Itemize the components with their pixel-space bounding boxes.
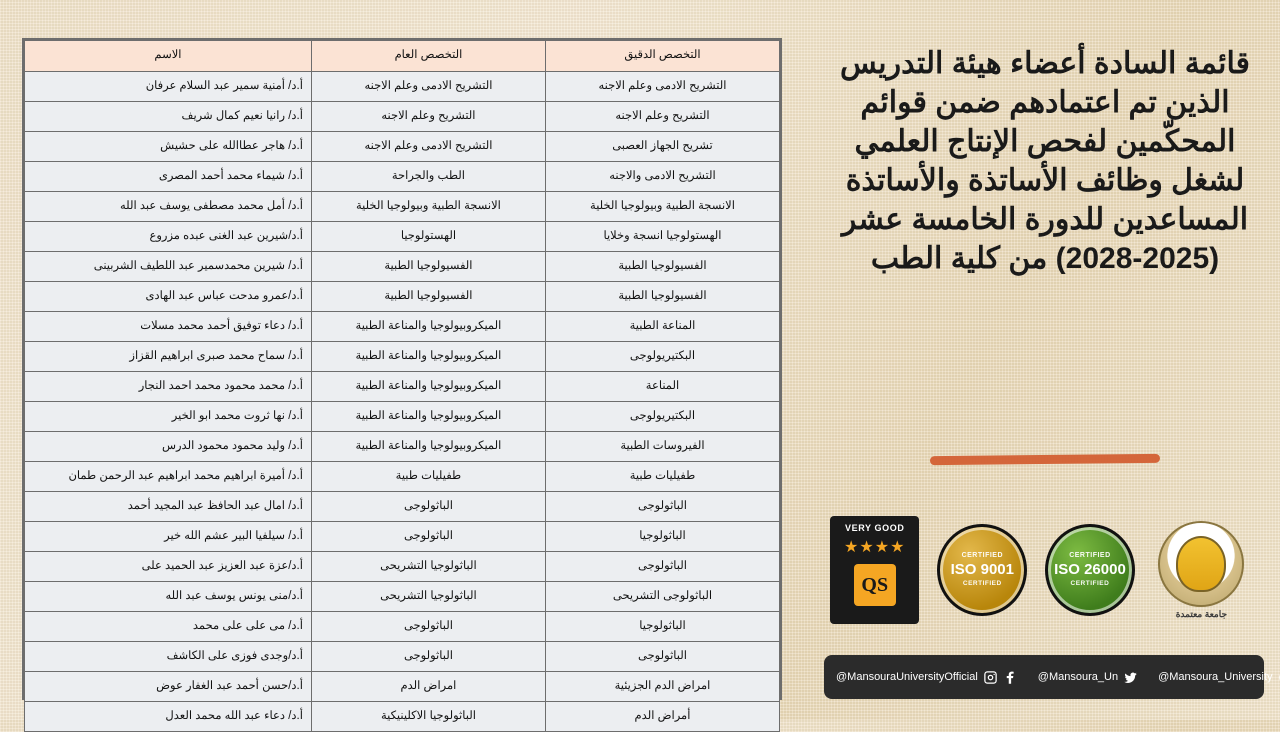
table-row xyxy=(25,102,780,132)
social-handle-facebook-instagram: @MansouraUniversityOfficial xyxy=(836,671,978,683)
page-title: قائمة السادة أعضاء هيئة التدريس الذين تم اعتمادهم ضمن قوائم المحكّمين لفحص الإنتاج العلمي لشغل وظائف الأساتذة والأساتذة المساعدين للدورة الخامسة عشر (2025-2028) من كلية الطب xyxy=(840,47,1250,275)
cell-specific-specialty: البكتيريولوجى xyxy=(545,402,779,432)
table-row xyxy=(25,132,780,162)
cell-specific-specialty: الباثولوجى xyxy=(545,492,779,522)
cell-name: أ.د/شيرين عبد الغنى عبده مزروع xyxy=(25,222,312,252)
cell-specific-specialty: الهستولوجيا انسجة وخلايا xyxy=(545,222,779,252)
table-row xyxy=(25,72,780,102)
cell-specific-specialty: الباثولوجى xyxy=(545,552,779,582)
cell-general-specialty: امراض الدم xyxy=(311,672,545,702)
cell-specific-specialty: التشريح الادمى وعلم الاجنه xyxy=(545,72,779,102)
seal-caption: جامعة معتمدة xyxy=(1175,608,1228,619)
table-row xyxy=(25,642,780,672)
cell-name: أ.د/ دعاء توفيق أحمد محمد مسلات xyxy=(25,312,312,342)
faculty-table-container xyxy=(22,38,782,722)
cell-specific-specialty: طفيليات طبية xyxy=(545,462,779,492)
cell-general-specialty: الميكروبيولوجيا والمناعة الطبية xyxy=(311,342,545,372)
social-item-telegram[interactable] xyxy=(1158,670,1280,685)
cell-name: أ.د/ هاجر عطاالله على حشيش xyxy=(25,132,312,162)
cell-general-specialty: الميكروبيولوجيا والمناعة الطبية xyxy=(311,402,545,432)
cell-specific-specialty: الباثولوجى xyxy=(545,642,779,672)
cell-name: أ.د/ شيرين محمدسمير عبد اللطيف الشربينى xyxy=(25,252,312,282)
instagram-icon xyxy=(983,670,998,685)
column-header-specific: التخصص الدقيق xyxy=(545,41,779,72)
table-row xyxy=(25,612,780,642)
table-row xyxy=(25,192,780,222)
table-row xyxy=(25,342,780,372)
university-seal-icon xyxy=(1153,516,1250,624)
cell-name: أ.د/عزة عبد العزيز عبد الحميد على xyxy=(25,552,312,582)
cell-name: أ.د/حسن أحمد عبد الغفار عوض xyxy=(25,672,312,702)
cell-general-specialty: الفسيولوجيا الطبية xyxy=(311,252,545,282)
social-item-facebook-instagram[interactable] xyxy=(836,670,1018,685)
cell-general-specialty: الميكروبيولوجيا والمناعة الطبية xyxy=(311,372,545,402)
cell-name: أ.د/ دعاء عبد الله محمد العدل xyxy=(25,702,312,732)
cell-specific-specialty: أمراض الدم xyxy=(545,702,779,732)
column-header-general: التخصص العام xyxy=(311,41,545,72)
table-row xyxy=(25,462,780,492)
table-row xyxy=(25,672,780,702)
cell-general-specialty: التشريح الادمى وعلم الاجنه xyxy=(311,72,545,102)
social-item-twitter[interactable] xyxy=(1038,670,1138,685)
iso-26000-badge xyxy=(1045,524,1135,616)
table-row xyxy=(25,522,780,552)
cell-general-specialty: الباثولوجيا التشريحى xyxy=(311,582,545,612)
cell-general-specialty: الباثولوجيا الاكلينيكية xyxy=(311,702,545,732)
cell-specific-specialty: الباثولوجيا xyxy=(545,612,779,642)
cell-specific-specialty: امراض الدم الجزيئية xyxy=(545,672,779,702)
cell-specific-specialty: الباثولوجيا xyxy=(545,522,779,552)
left-panel xyxy=(810,0,1280,720)
facebook-icon xyxy=(1003,670,1018,685)
cell-general-specialty: الباثولوجى xyxy=(311,642,545,672)
cell-general-specialty: الطب والجراحة xyxy=(311,162,545,192)
table-row xyxy=(25,162,780,192)
cell-name: أ.د/ أميرة ابراهيم محمد ابراهيم عبد الرحمن طمان xyxy=(25,462,312,492)
accreditation-badges xyxy=(830,505,1250,635)
cell-name: أ.د/ سماح محمد صبرى ابراهيم القزاز xyxy=(25,342,312,372)
table-row xyxy=(25,702,780,732)
cell-name: أ.د/ وليد محمود محمود الدرس xyxy=(25,432,312,462)
cell-general-specialty: التشريح الادمى وعلم الاجنه xyxy=(311,132,545,162)
cell-specific-specialty: المناعة الطبية xyxy=(545,312,779,342)
cell-name: أ.د/ أمنية سمير عبد السلام عرفان xyxy=(25,72,312,102)
cell-specific-specialty: الباثولوجى التشريحى xyxy=(545,582,779,612)
cell-specific-specialty: الفسيولوجيا الطبية xyxy=(545,282,779,312)
cell-general-specialty: الباثولوجى xyxy=(311,612,545,642)
qs-rating-label: VERY GOOD xyxy=(845,523,905,533)
cell-name: أ.د/ سيلفيا البير عشم الله خير xyxy=(25,522,312,552)
table-header-row xyxy=(25,41,780,72)
table-row xyxy=(25,222,780,252)
table-row xyxy=(25,282,780,312)
cell-general-specialty: الباثولوجى xyxy=(311,522,545,552)
table-row xyxy=(25,372,780,402)
cell-specific-specialty: تشريح الجهاز العصبى xyxy=(545,132,779,162)
social-handle-telegram: @Mansoura_University xyxy=(1158,671,1273,683)
cell-name: أ.د/منى يونس يوسف عبد الله xyxy=(25,582,312,612)
cell-name: أ.د/ مى على على محمد xyxy=(25,612,312,642)
cell-name: أ.د/عمرو مدحت عباس عبد الهادى xyxy=(25,282,312,312)
cell-name: أ.د/ امال عبد الحافظ عبد المجيد أحمد xyxy=(25,492,312,522)
social-bar xyxy=(824,655,1273,699)
table-row xyxy=(25,402,780,432)
iso-9001-badge xyxy=(937,524,1027,616)
cell-general-specialty: طفيليات طبية xyxy=(311,462,545,492)
cell-name: أ.د/ نها ثروت محمد ابو الخير xyxy=(25,402,312,432)
cell-general-specialty: الباثولوجيا التشريحى xyxy=(311,552,545,582)
column-header-name: الاسم xyxy=(25,41,312,72)
qs-stars-icon: ★★★★ xyxy=(844,539,906,556)
table-row xyxy=(25,582,780,612)
cell-general-specialty: الميكروبيولوجيا والمناعة الطبية xyxy=(311,432,545,462)
cell-general-specialty: الانسجة الطبية وبيولوجيا الخلية xyxy=(311,192,545,222)
iso-9001-top-label: CERTIFIED xyxy=(961,552,1004,560)
seal-circle-icon xyxy=(1158,521,1244,607)
cell-specific-specialty: الفيروسات الطبية xyxy=(545,432,779,462)
cell-specific-specialty: المناعة xyxy=(545,372,779,402)
cell-name: أ.د/وجدى فوزى على الكاشف xyxy=(25,642,312,672)
qs-logo-icon: QS xyxy=(854,564,896,606)
iso-26000-bottom-label: CERTIFIED xyxy=(1070,580,1110,588)
cell-general-specialty: الميكروبيولوجيا والمناعة الطبية xyxy=(311,312,545,342)
twitter-icon xyxy=(1123,670,1138,685)
cell-general-specialty: الفسيولوجيا الطبية xyxy=(311,282,545,312)
cell-general-specialty: الهستولوجيا xyxy=(311,222,545,252)
qs-rating-badge xyxy=(830,516,919,624)
seal-emblem-icon xyxy=(1176,536,1226,592)
table-row xyxy=(25,252,780,282)
cell-name: أ.د/ محمد محمود محمد احمد النجار xyxy=(25,372,312,402)
title-underline xyxy=(930,454,1160,465)
table-body xyxy=(25,72,780,732)
table-row xyxy=(25,552,780,582)
table-row xyxy=(25,432,780,462)
cell-name: أ.د/ شيماء محمد أحمد المصرى xyxy=(25,162,312,192)
faculty-table xyxy=(24,40,780,732)
table-row xyxy=(25,492,780,522)
iso-26000-top-label: CERTIFIED xyxy=(1069,552,1111,560)
table-row xyxy=(25,312,780,342)
cell-general-specialty: الباثولوجى xyxy=(311,492,545,522)
iso-9001-bottom-label: CERTIFIED xyxy=(962,580,1002,588)
cell-specific-specialty: التشريح الادمى والاجنه xyxy=(545,162,779,192)
cell-specific-specialty: الانسجة الطبية وبيولوجيا الخلية xyxy=(545,192,779,222)
iso-9001-main-label: ISO 9001 xyxy=(950,561,1014,579)
cell-general-specialty: التشريح وعلم الاجنه xyxy=(311,102,545,132)
cell-specific-specialty: الفسيولوجيا الطبية xyxy=(545,252,779,282)
social-handle-twitter: @Mansoura_Un xyxy=(1037,671,1119,683)
cell-name: أ.د/ أمل محمد مصطفى يوسف عبد الله xyxy=(25,192,312,222)
cell-specific-specialty: التشريح وعلم الاجنه xyxy=(545,102,779,132)
cell-specific-specialty: البكتيريولوجى xyxy=(545,342,779,372)
cell-name: أ.د/ رانيا نعيم كمال شريف xyxy=(25,102,312,132)
iso-26000-main-label: ISO 26000 xyxy=(1054,561,1126,579)
